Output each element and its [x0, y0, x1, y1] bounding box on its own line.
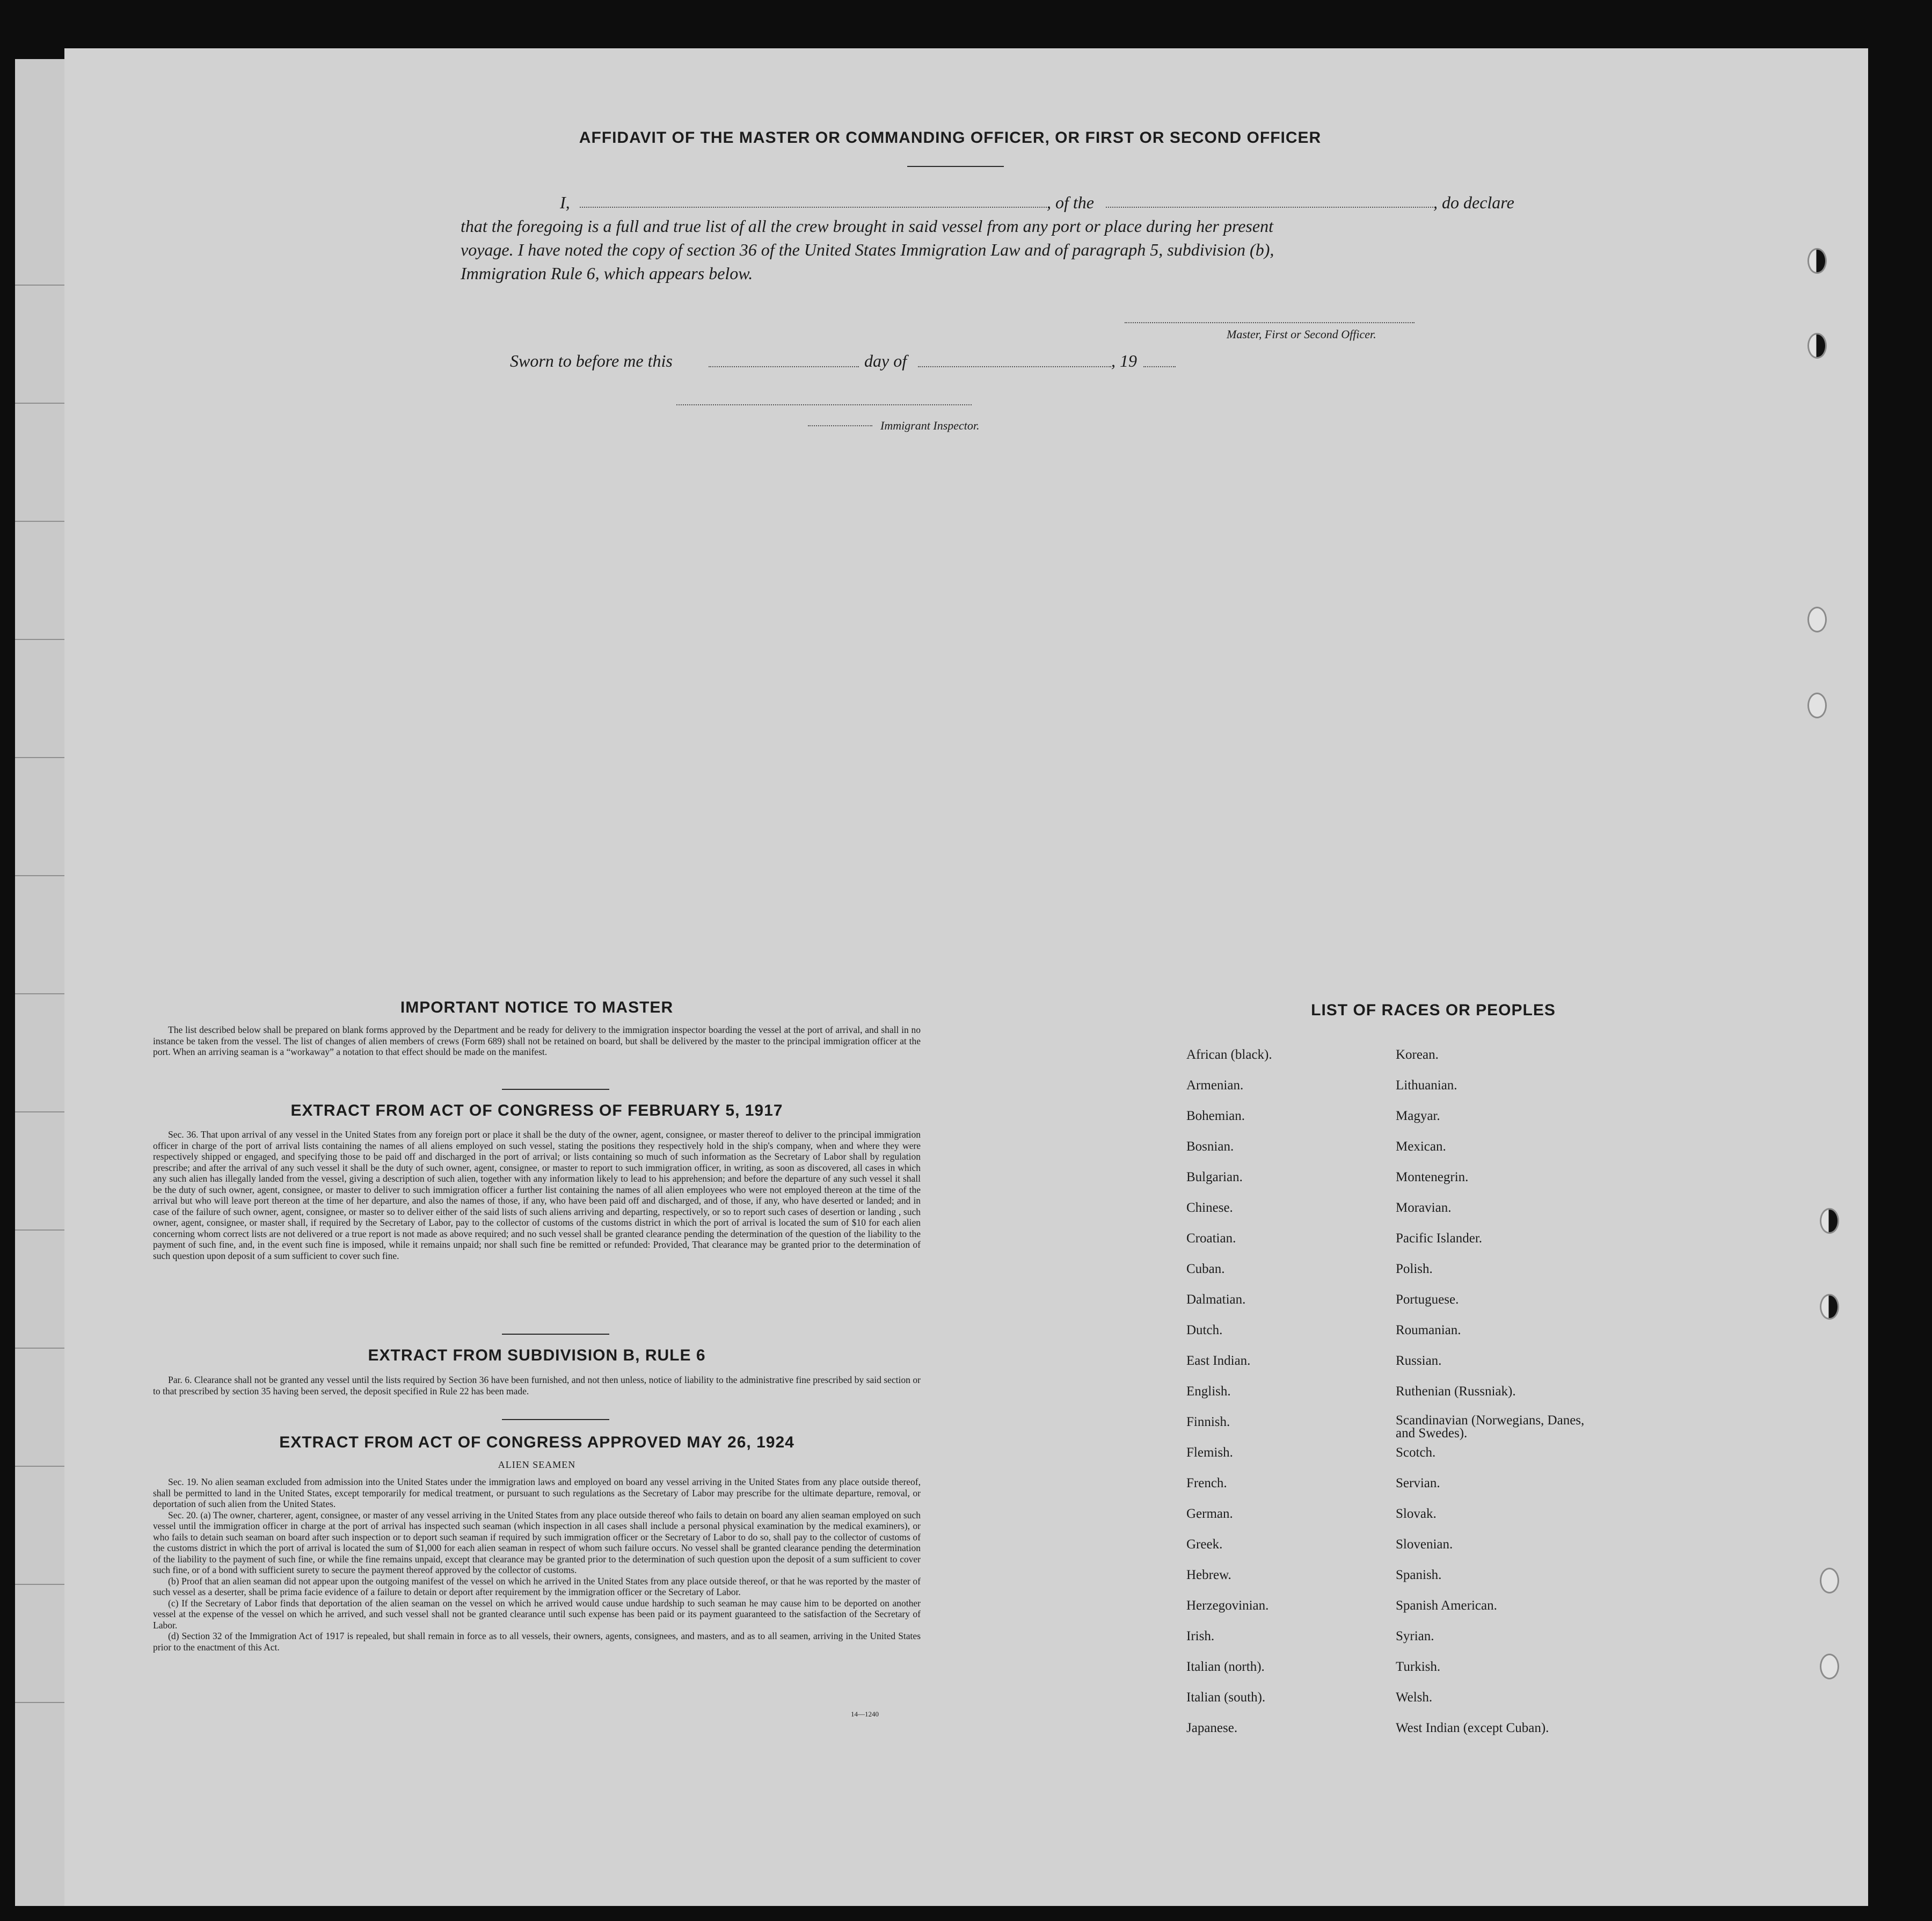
race-item: East Indian.	[1186, 1354, 1251, 1368]
declaration-line-2: that the foregoing is a full and true list of all the crew brought in said vessel from any port or place during her present	[461, 216, 1273, 236]
race-item: Syrian.	[1396, 1629, 1434, 1643]
extract-1924-subtitle: ALIEN SEAMEN	[498, 1459, 576, 1470]
race-item: Montenegrin.	[1396, 1170, 1469, 1184]
race-item: Flemish.	[1186, 1445, 1233, 1460]
divider	[907, 166, 1004, 167]
race-item: Hebrew.	[1186, 1568, 1231, 1582]
extract-1924-paragraph: (d) Section 32 of the Immigration Act of 1917 is repealed, but shall remain in force as to all vessels, their owners, agents, consignees, and masters, and as to all seamen, arriving in the United States prior to the enactment of this Act.	[153, 1631, 921, 1653]
notice-paragraph: The list described below shall be prepared on blank forms approved by the Department and be ready for delivery to the immigration inspector boarding the vessel at the port of arrival, and shall in no instance be taken from the vessel. The list of changes of alien members of crews (Form 689) shall not be retained on board, but shall be delivered by the master to the principal immigration officer at the port. When an arriving seaman is a “workaway” a notation to that effect should be made on the manifest.	[153, 1024, 921, 1057]
extract-rule6-title: EXTRACT FROM SUBDIVISION B, RULE 6	[368, 1347, 706, 1364]
notice-title: IMPORTANT NOTICE TO MASTER	[400, 999, 674, 1016]
binder-hole	[1820, 1294, 1839, 1320]
declaration-of-the: , of the	[1047, 193, 1094, 212]
races-left-column	[1186, 1047, 1272, 1751]
race-item: Herzegovinian.	[1186, 1598, 1269, 1613]
notice-body	[153, 1024, 921, 1058]
divider	[502, 1419, 609, 1420]
affidavit-title: AFFIDAVIT OF THE MASTER OR COMMANDING OFFICER, OR FIRST OR SECOND OFFICER	[579, 129, 1322, 147]
race-item: Croatian.	[1186, 1231, 1236, 1246]
declaration-do-declare: , do declare	[1433, 193, 1514, 212]
extract-1917-paragraph: Sec. 36. That upon arrival of any vessel in the United States from any foreign port or place it shall be the duty of the owner, agent, consignee, or master thereof to deliver to the principal immigration officer in charge of the port of arrival lists containing the names of all aliens employed on such vessel, stating the positions they respectively hold in the ship's company, when and where they were respectively shipped or engaged, and specifying those to be paid off and discharged in the port of arrival; or lists containing so much of such information as the Secretary of Labor shall by regulation prescribe; and after the arrival of any such vessel it shall be the duty of such owner, agent, consignee, or master to report to such immigration officer, in writing, as soon as discovered, all cases in which any such alien has illegally landed from the vessel, giving a description of such alien, together with any information likely to lead to his apprehension; and before the departure of any such vessel it shall be the duty of such owner, agent, consignee, or master to deliver to such immigration officer a further list containing the names of all alien employees who were not employed thereon at the time of the arrival but who will leave port thereon at the time of her departure, and also the names of those, if any, who have been paid off and discharged, and of those, if any, who have deserted or landed; and in case of the failure of such owner, agent, consignee, or master so to deliver either of the said lists of such aliens arriving and departing, respectively, or so to report such cases of desertion or landing , such owner, agent, consignee, or master shall, if required by the Secretary of Labor, pay to the collector of customs of the customs district in which the port of arrival is located the sum of $10 for each alien concerning whom correct lists are not delivered or a true report is not made as above required; and no such vessel shall be granted clearance pending the determination of the question of the liability to the payment of such fine, and, in the event such fine is imposed, while it remains unpaid; nor shall such fine be remitted or refunded: Provided, That clearance may be granted prior to the determination of such question upon deposit of a sum sufficient to cover such fine.	[153, 1129, 921, 1261]
race-item: French.	[1186, 1476, 1227, 1490]
extract-1917-body	[153, 1129, 921, 1261]
binder-hole	[1820, 1568, 1839, 1593]
races-title: LIST OF RACES OR PEOPLES	[1311, 1001, 1556, 1019]
binder-hole	[1807, 693, 1827, 718]
race-item: Roumanian.	[1396, 1323, 1461, 1337]
declaration-line-3: voyage. I have noted the copy of section 36 of the United States Immigration Law and of paragraph 5, subdivision (b),	[461, 240, 1274, 259]
name-blank[interactable]	[580, 207, 1047, 208]
sworn-month-blank[interactable]	[918, 366, 1111, 367]
form-number: 14—1240	[851, 1710, 879, 1718]
race-item: Finnish.	[1186, 1415, 1230, 1429]
race-item: Slovak.	[1396, 1507, 1437, 1521]
sworn-day-of: day of	[864, 351, 907, 370]
declaration-line-1	[494, 191, 1546, 214]
sworn-prefix: Sworn to before me this	[510, 351, 673, 370]
race-item: Portuguese.	[1396, 1292, 1459, 1307]
race-item: Polish.	[1396, 1262, 1433, 1276]
race-item: English.	[1186, 1384, 1231, 1399]
race-item: Chinese.	[1186, 1200, 1233, 1215]
race-item: Italian (north).	[1186, 1660, 1265, 1674]
race-item: Scandinavian (Norwegians, Danes, and Swedes).	[1396, 1413, 1585, 1440]
divider	[502, 1089, 609, 1090]
sworn-year-blank[interactable]	[1143, 366, 1176, 367]
extract-1924-title: EXTRACT FROM ACT OF CONGRESS APPROVED MAY 26, 1924	[279, 1434, 794, 1451]
binder-hole	[1807, 333, 1827, 359]
race-item: West Indian (except Cuban).	[1396, 1721, 1549, 1735]
inspector-signature-line[interactable]	[676, 404, 972, 405]
race-item: Russian.	[1396, 1354, 1442, 1368]
race-item: Armenian.	[1186, 1078, 1244, 1093]
declaration-line-4: Immigration Rule 6, which appears below.	[461, 264, 753, 283]
binder-hole	[1820, 1654, 1839, 1679]
extract-1924-paragraph: (c) If the Secretary of Labor finds that deportation of the alien seaman on the vessel on which he arrived would cause undue hardship to such seaman he may cause him to be deported on another vessel at the expense of the vessel on which he arrived, and such vessel shall not be granted clearance until such expense has been paid or its payment guaranteed to the satisfaction of the Secretary of Labor.	[153, 1597, 921, 1631]
extract-rule6-body	[153, 1374, 921, 1396]
extract-1917-title: EXTRACT FROM ACT OF CONGRESS OF FEBRUARY 5, 1917	[290, 1102, 783, 1119]
extract-1924-paragraph: Sec. 19. No alien seaman excluded from admission into the United States under the immigration laws and employed on board any vessel arriving in the United States from any place outside thereof, shall be permitted to land in the United States, except temporarily for medical treatment, or pursuant to such regulations as the Secretary of Labor may prescribe for the ultimate departure, removal, or deportation of such alien from the United States.	[153, 1476, 921, 1509]
binder-hole	[1807, 607, 1827, 632]
sworn-year: , 19	[1111, 351, 1137, 370]
race-item: African (black).	[1186, 1047, 1272, 1062]
binder-hole	[1820, 1208, 1839, 1234]
race-item: Dutch.	[1186, 1323, 1223, 1337]
race-item: Korean.	[1396, 1047, 1439, 1062]
races-right-column	[1396, 1047, 1589, 1751]
race-item: Moravian.	[1396, 1200, 1452, 1215]
race-item: Ruthenian (Russniak).	[1396, 1384, 1516, 1399]
race-item: Magyar.	[1396, 1109, 1440, 1123]
race-item: Turkish.	[1396, 1660, 1441, 1674]
race-item: Bosnian.	[1186, 1139, 1234, 1154]
race-item: Lithuanian.	[1396, 1078, 1457, 1093]
race-item: Spanish American.	[1396, 1598, 1497, 1613]
master-signature-label: Master, First or Second Officer.	[1227, 328, 1376, 341]
race-item: Cuban.	[1186, 1262, 1225, 1276]
race-item: Dalmatian.	[1186, 1292, 1246, 1307]
race-item: Welsh.	[1396, 1690, 1433, 1705]
race-item: Greek.	[1186, 1537, 1223, 1552]
race-item: Italian (south).	[1186, 1690, 1266, 1705]
extract-1924-body	[153, 1476, 921, 1653]
extract-rule6-paragraph: Par. 6. Clearance shall not be granted any vessel until the lists required by Section 36 have been furnished, and not then unless, notice of liability to the administrative fine prescribed by said section or to that prescribed by section 35 having been served, the deposit specified in Rule 22 has been made.	[153, 1374, 921, 1396]
race-item: German.	[1186, 1507, 1233, 1521]
race-item: Bulgarian.	[1186, 1170, 1243, 1184]
divider	[502, 1334, 609, 1335]
race-item: Pacific Islander.	[1396, 1231, 1483, 1246]
document-page	[64, 48, 1868, 1906]
inspector-signature-line-short[interactable]	[808, 425, 872, 426]
extract-1924-paragraph: (b) Proof that an alien seaman did not appear upon the outgoing manifest of the vessel on which he arrived in the United States from any place outside thereof, or that he was reported by the master of such vessel as a deserter, shall be prima facie evidence of a failure to detain or deport after requirement by the immigration officer or the Secretary of Labor.	[153, 1575, 921, 1597]
inspector-label: Immigrant Inspector.	[880, 419, 980, 432]
sworn-date-blank[interactable]	[709, 366, 859, 367]
binder-hole	[1807, 248, 1827, 274]
vessel-blank[interactable]	[1106, 207, 1433, 208]
race-item: Servian.	[1396, 1476, 1440, 1490]
race-item: Bohemian.	[1186, 1109, 1245, 1123]
declaration-i: I,	[560, 193, 570, 212]
race-item: Mexican.	[1396, 1139, 1446, 1154]
sworn-line	[510, 349, 1262, 373]
race-item: Slovenian.	[1396, 1537, 1453, 1552]
master-signature-line[interactable]	[1125, 322, 1415, 323]
race-item: Japanese.	[1186, 1721, 1238, 1735]
race-item: Scotch.	[1396, 1445, 1436, 1460]
race-item: Irish.	[1186, 1629, 1215, 1643]
race-item: Spanish.	[1396, 1568, 1442, 1582]
extract-1924-paragraph: Sec. 20. (a) The owner, charterer, agent, consignee, or master of any vessel arriving in the United States from any place outside thereof who fails to detain on board any alien seaman employed on such vessel until the immigration officer in charge at the port of arrival has inspected such seaman (which inspection in all cases shall include a personal physical examination by the medical examiners), or who fails to detain such seaman on board after such inspection or to deport such seaman if required by such immigration officer or the Secretary of Labor to do so, shall pay to the collector of customs of the customs district in which the port of arrival is located the sum of $1,000 for each alien seaman in respect of whom such failure occurs. No vessel shall be granted clearance pending the determination of the liability to the payment of such fine, or while the fine remains unpaid, except that clearance may be granted prior to the determination of such question upon the deposit of a sum sufficient to cover such fine, or of a bond with sufficient surety to secure the payment thereof approved by the collector of customs.	[153, 1509, 921, 1575]
